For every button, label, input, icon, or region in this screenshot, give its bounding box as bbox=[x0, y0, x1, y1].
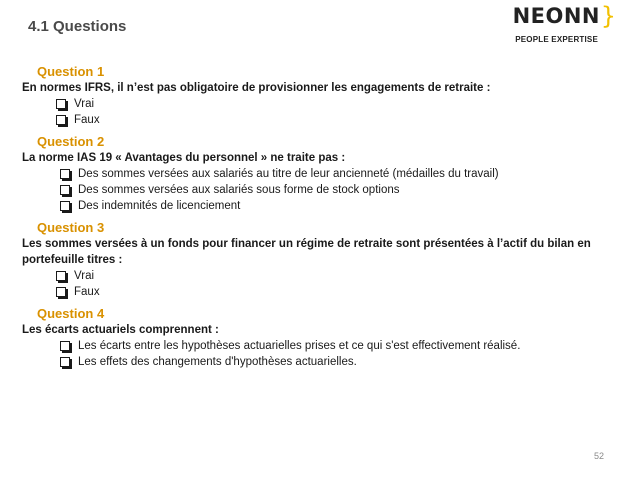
option-label: Les effets des changements d'hypothèses actuarielles. bbox=[78, 356, 357, 368]
question-3-heading: Question 3 bbox=[37, 220, 105, 235]
checkbox-icon[interactable] bbox=[60, 341, 70, 351]
option-item[interactable] bbox=[22, 182, 622, 198]
checkbox-icon[interactable] bbox=[60, 169, 70, 179]
question-4-text: Les écarts actuariels comprennent : bbox=[22, 324, 219, 336]
option-item[interactable] bbox=[22, 338, 622, 354]
checkbox-icon[interactable] bbox=[56, 287, 66, 297]
option-label: Faux bbox=[74, 286, 100, 298]
option-item[interactable] bbox=[22, 354, 622, 370]
question-1-options bbox=[22, 96, 622, 128]
question-4-heading: Question 4 bbox=[37, 306, 105, 321]
option-label: Des indemnités de licenciement bbox=[78, 200, 241, 212]
questions-list bbox=[22, 64, 622, 370]
logo-tagline: PEOPLE EXPERTISE bbox=[515, 35, 598, 44]
question-2-heading: Question 2 bbox=[37, 134, 105, 149]
question-3-options bbox=[22, 268, 622, 300]
option-label: Faux bbox=[74, 114, 100, 126]
page-number: 52 bbox=[593, 451, 604, 461]
question-2-options bbox=[22, 166, 622, 214]
neonn-logo bbox=[492, 4, 616, 50]
question-1-text: En normes IFRS, il n’est pas obligatoire de provisionner les engagements de retraite : bbox=[22, 82, 491, 94]
checkbox-icon[interactable] bbox=[60, 201, 70, 211]
checkbox-icon[interactable] bbox=[56, 115, 66, 125]
option-item[interactable] bbox=[22, 268, 622, 284]
question-4-options bbox=[22, 338, 622, 370]
option-item[interactable] bbox=[22, 96, 622, 112]
checkbox-icon[interactable] bbox=[60, 185, 70, 195]
option-item[interactable] bbox=[22, 166, 622, 182]
logo-bracket-icon: } bbox=[600, 2, 616, 30]
option-label: Vrai bbox=[74, 98, 95, 110]
question-1-heading: Question 1 bbox=[37, 64, 105, 79]
slide-title: 4.1 Questions bbox=[28, 18, 127, 35]
option-item[interactable] bbox=[22, 198, 622, 214]
checkbox-icon[interactable] bbox=[60, 357, 70, 367]
option-item[interactable] bbox=[22, 112, 622, 128]
option-label: Des sommes versées aux salariés sous forme de stock options bbox=[78, 184, 400, 196]
option-label: Vrai bbox=[74, 270, 95, 282]
checkbox-icon[interactable] bbox=[56, 271, 66, 281]
option-label: Les écarts entre les hypothèses actuarielles prises et ce qui s'est effectivement réalisé. bbox=[78, 340, 521, 352]
option-item[interactable] bbox=[22, 284, 622, 300]
question-3-text: Les sommes versées à un fonds pour financer un régime de retraite sont présentées à l’actif du bilan en portefeuille titres : bbox=[22, 238, 591, 266]
checkbox-icon[interactable] bbox=[56, 99, 66, 109]
logo-wordmark: NEONN bbox=[512, 4, 600, 28]
option-label: Des sommes versées aux salariés au titre de leur ancienneté (médailles du travail) bbox=[78, 168, 499, 180]
question-2-text: La norme IAS 19 « Avantages du personnel » ne traite pas : bbox=[22, 152, 346, 164]
